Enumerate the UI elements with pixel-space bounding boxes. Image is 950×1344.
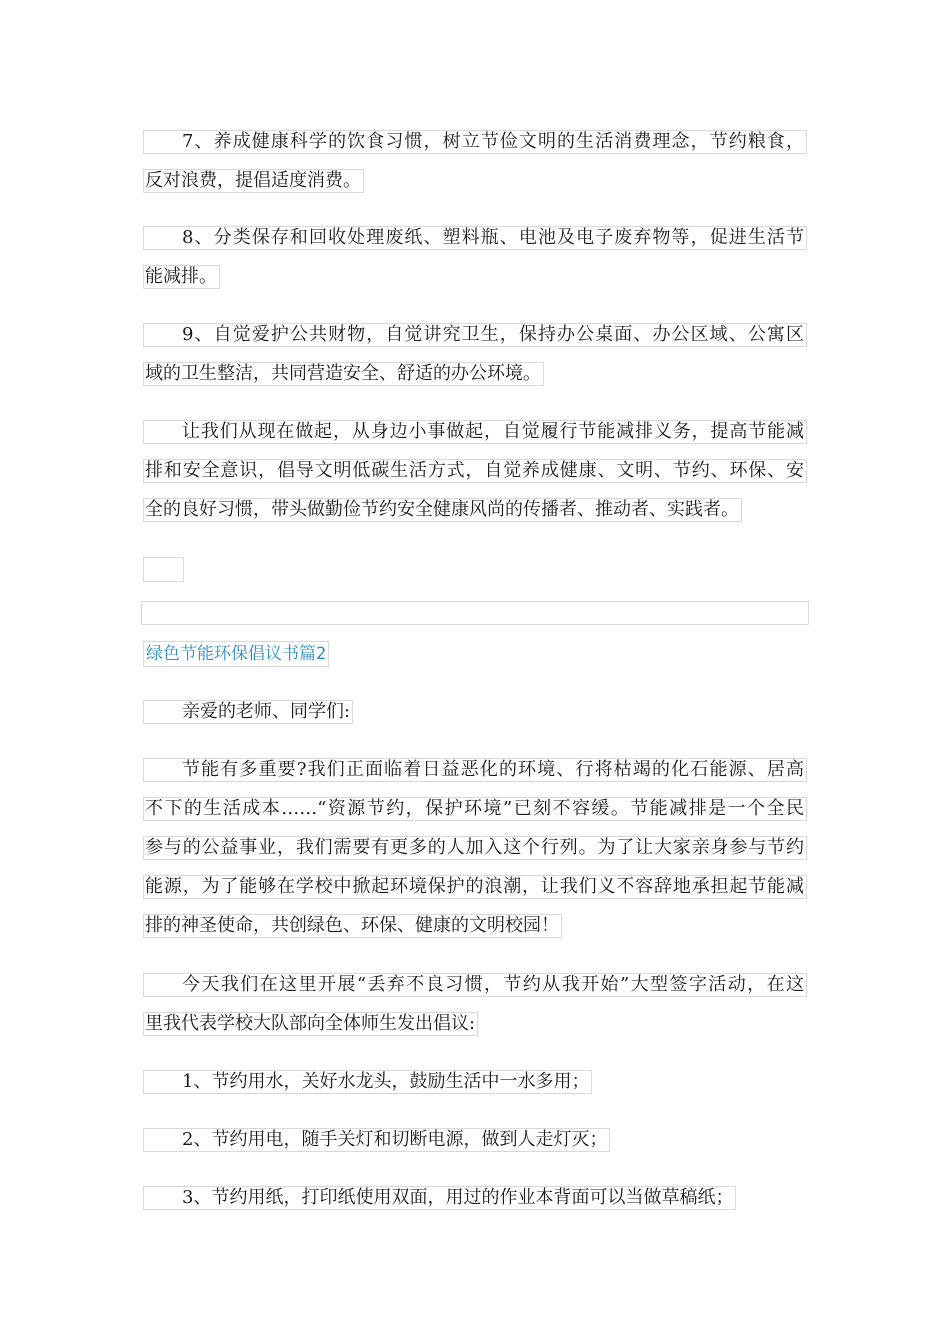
text-line bbox=[143, 412, 807, 451]
text-span: 里我代表学校大队部向全体师生发出倡议: bbox=[143, 1012, 478, 1036]
text-line bbox=[143, 1178, 807, 1217]
text-span: 8、分类保存和回收处理废纸、塑料瓶、电池及电子废弃物等，促进生活节 bbox=[143, 226, 807, 250]
list-item bbox=[143, 1062, 807, 1101]
text-span: 节能有多重要?我们正面临着日益恶化的环境、行将枯竭的化石能源、居高 bbox=[143, 758, 807, 782]
text-line bbox=[143, 451, 807, 490]
greeting bbox=[143, 692, 807, 731]
paragraph-item-7 bbox=[143, 122, 807, 200]
empty-line-box bbox=[143, 557, 184, 582]
list-item bbox=[143, 1120, 807, 1159]
text-line bbox=[143, 906, 807, 945]
text-span: 域的卫生整洁，共同营造安全、舒适的办公环境。 bbox=[143, 362, 544, 386]
list-item bbox=[143, 1178, 807, 1217]
text-line bbox=[143, 789, 807, 828]
text-line bbox=[143, 867, 807, 906]
text-span: 2、节约用电，随手关灯和切断电源，做到人走灯灭； bbox=[143, 1128, 610, 1152]
text-span: 7、养成健康科学的饮食习惯，树立节俭文明的生活消费理念，节约粮食， bbox=[143, 130, 807, 154]
text-span: 今天我们在这里开展“丢弃不良习惯，节约从我开始”大型签字活动，在这 bbox=[143, 973, 807, 997]
text-line bbox=[143, 490, 807, 529]
section-title: 绿色节能环保倡议书篇2 bbox=[143, 641, 329, 667]
text-span: 参与的公益事业，我们需要有更多的人加入这个行列。为了让大家亲身参与节约 bbox=[143, 836, 807, 860]
text-line bbox=[143, 161, 807, 200]
empty-line-box bbox=[141, 601, 809, 625]
paragraph-activity bbox=[143, 965, 807, 1043]
paragraph-closing bbox=[143, 412, 807, 529]
text-span: 全的良好习惯，带头做勤俭节约安全健康风尚的传播者、推动者、实践者。 bbox=[143, 498, 742, 522]
text-span: 能减排。 bbox=[143, 265, 220, 289]
text-line bbox=[143, 218, 807, 257]
text-line bbox=[143, 1062, 807, 1101]
text-line bbox=[143, 122, 807, 161]
text-line bbox=[143, 1120, 807, 1159]
text-span: 反对浪费，提倡适度消费。 bbox=[143, 169, 364, 193]
text-line bbox=[143, 354, 807, 393]
text-line bbox=[143, 692, 807, 731]
paragraph-intro bbox=[143, 750, 807, 945]
text-span: 能源，为了能够在学校中掀起环境保护的浪潮，让我们义不容辞地承担起节能减 bbox=[143, 875, 807, 899]
text-span: 9、自觉爱护公共财物，自觉讲究卫生，保持办公桌面、办公区域、公寓区 bbox=[143, 323, 807, 347]
text-span: 3、节约用纸，打印纸使用双面，用过的作业本背面可以当做草稿纸； bbox=[143, 1186, 736, 1210]
paragraph-item-8 bbox=[143, 218, 807, 296]
text-span: 排的神圣使命，共创绿色、环保、健康的文明校园！ bbox=[143, 914, 562, 938]
text-span: 排和安全意识，倡导文明低碳生活方式，自觉养成健康、文明、节约、环保、安 bbox=[143, 459, 807, 483]
text-line bbox=[143, 257, 807, 296]
text-span: 让我们从现在做起，从身边小事做起，自觉履行节能减排义务，提高节能减 bbox=[143, 420, 807, 444]
paragraph-item-9 bbox=[143, 315, 807, 393]
text-span: 亲爱的老师、同学们: bbox=[143, 700, 353, 724]
text-line bbox=[143, 965, 807, 1004]
text-line bbox=[143, 750, 807, 789]
text-line bbox=[143, 315, 807, 354]
text-line bbox=[143, 828, 807, 867]
text-span: 1、节约用水，关好水龙头，鼓励生活中一水多用； bbox=[143, 1070, 592, 1094]
text-line bbox=[143, 1004, 807, 1043]
text-span: 不下的生活成本……“资源节约，保护环境”已刻不容缓。节能减排是一个全民 bbox=[143, 797, 807, 821]
